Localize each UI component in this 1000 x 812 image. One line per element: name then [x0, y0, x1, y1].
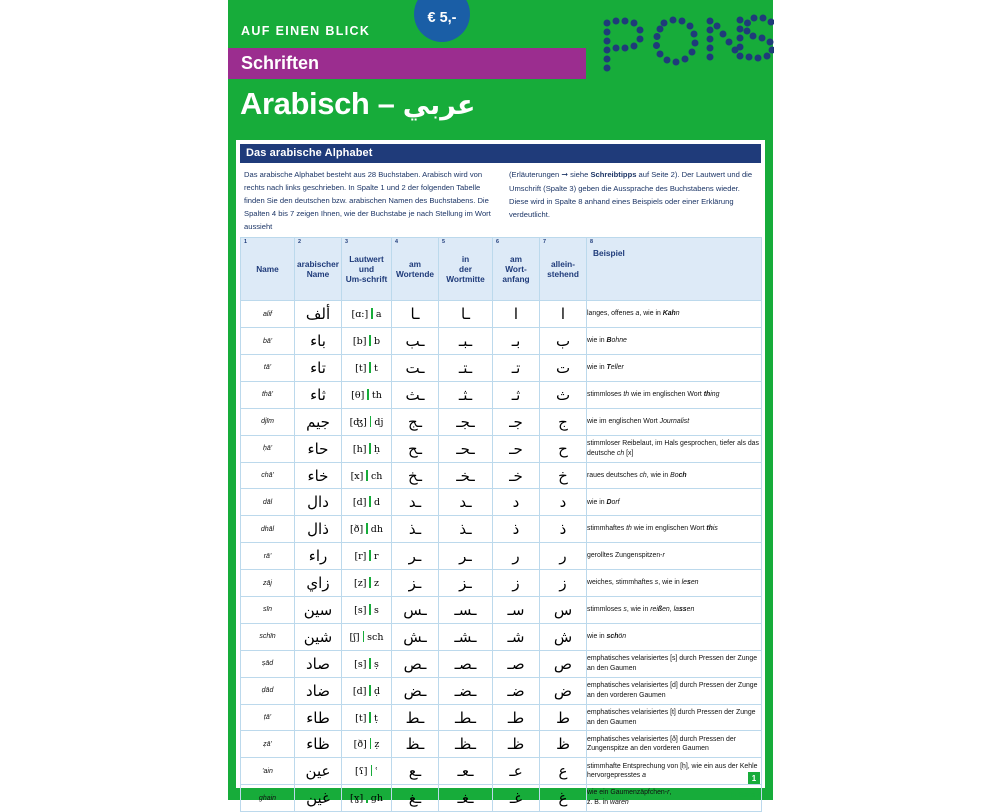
- cell-arabic-name: شين: [295, 623, 342, 650]
- cell-beispiel: stimmloses s, wie in reißen, lassen: [587, 597, 762, 624]
- cell-arabic-name: سين: [295, 597, 342, 624]
- cell-form-end: ـر: [392, 543, 439, 570]
- cell-form-begin: صـ: [493, 650, 540, 677]
- cell-form-alone: ض: [540, 677, 587, 704]
- cell-lautwert: [x] ch: [342, 462, 392, 489]
- cell-form-middle: ـجـ: [439, 408, 493, 435]
- cell-form-begin: غـ: [493, 785, 540, 812]
- cell-form-alone: غ: [540, 785, 587, 812]
- table-row: [241, 516, 762, 543]
- intro-block: [236, 163, 765, 237]
- cell-form-end: ـس: [392, 597, 439, 624]
- cell-form-begin: ثـ: [493, 381, 540, 408]
- table-body: [241, 301, 762, 812]
- cell-beispiel: wie in schön: [587, 623, 762, 650]
- table-row: [241, 355, 762, 382]
- cell-beispiel: wie im englischen Wort Journalist: [587, 408, 762, 435]
- cell-lautwert: [ɑ:] a: [342, 301, 392, 328]
- cell-lautwert: [ʤ] dj: [342, 408, 392, 435]
- cell-form-alone: ب: [540, 328, 587, 355]
- col-number: 5: [442, 239, 445, 246]
- cell-form-end: ـظ: [392, 731, 439, 758]
- cell-name: chā': [241, 462, 295, 489]
- cell-form-begin: عـ: [493, 758, 540, 785]
- cell-arabic-name: ألف: [295, 301, 342, 328]
- triangle-right-icon: ▶: [731, 792, 737, 800]
- col-header-6: [493, 238, 540, 301]
- cell-form-begin: ظـ: [493, 731, 540, 758]
- cell-lautwert: [t] t: [342, 355, 392, 382]
- col-header-1: [241, 238, 295, 301]
- cell-name: tā': [241, 355, 295, 382]
- cell-form-begin: د: [493, 489, 540, 516]
- cell-beispiel: ▶ Seite 2 wie ein Gaumenzäpfchen-r, z. B. in waren: [587, 785, 762, 812]
- col-number: 1: [244, 239, 247, 246]
- category-bar: [228, 48, 586, 79]
- table-row: [241, 677, 762, 704]
- cell-form-end: ـع: [392, 758, 439, 785]
- cell-beispiel: stimmhaftes th wie im englischen Wort this: [587, 516, 762, 543]
- cell-arabic-name: عين: [295, 758, 342, 785]
- cell-form-middle: ـغـ: [439, 785, 493, 812]
- cell-form-middle: ـا: [439, 301, 493, 328]
- cell-name: ḥā': [241, 435, 295, 462]
- cell-form-middle: ـد: [439, 489, 493, 516]
- intro-right: [509, 168, 757, 233]
- alphabet-table: [240, 237, 762, 812]
- cell-form-alone: ث: [540, 381, 587, 408]
- cell-arabic-name: ذال: [295, 516, 342, 543]
- cell-arabic-name: تاء: [295, 355, 342, 382]
- cell-form-begin: سـ: [493, 597, 540, 624]
- category-label: Schriften: [241, 53, 320, 73]
- cell-beispiel: stimmloser Reibelaut, im Hals gesprochen, tiefer als das deutsche ch [x]: [587, 435, 762, 462]
- cell-form-end: ـد: [392, 489, 439, 516]
- cell-name: rā': [241, 543, 295, 570]
- cell-name: ghain: [241, 785, 295, 812]
- cell-arabic-name: حاء: [295, 435, 342, 462]
- section-title: Das arabische Alphabet: [240, 144, 761, 163]
- cell-form-middle: ـطـ: [439, 704, 493, 731]
- cell-name: sīn: [241, 597, 295, 624]
- cell-beispiel: wie in Teller: [587, 355, 762, 382]
- table-row: [241, 785, 762, 812]
- col-header-5: [439, 238, 493, 301]
- cell-name: ḍād: [241, 677, 295, 704]
- cell-arabic-name: ظاء: [295, 731, 342, 758]
- cell-arabic-name: راء: [295, 543, 342, 570]
- table-row: [241, 328, 762, 355]
- col-number: 6: [496, 239, 499, 246]
- cell-form-end: ـب: [392, 328, 439, 355]
- cell-form-end: ـث: [392, 381, 439, 408]
- cell-name: alif: [241, 301, 295, 328]
- content-sheet: [236, 140, 765, 808]
- cell-arabic-name: دال: [295, 489, 342, 516]
- cell-form-begin: ضـ: [493, 677, 540, 704]
- cell-name: 'ain: [241, 758, 295, 785]
- cell-form-alone: ظ: [540, 731, 587, 758]
- col-label: Beispiel: [593, 248, 625, 259]
- cell-form-middle: ـعـ: [439, 758, 493, 785]
- table-row: [241, 623, 762, 650]
- cell-form-end: ـا: [392, 301, 439, 328]
- pons-logo: [599, 14, 774, 76]
- price-label: € 5,-: [427, 10, 457, 26]
- col-header-4: [392, 238, 439, 301]
- cell-arabic-name: باء: [295, 328, 342, 355]
- cell-form-alone: ذ: [540, 516, 587, 543]
- arrow-icon: ➞: [561, 170, 569, 179]
- cell-form-begin: ر: [493, 543, 540, 570]
- cell-arabic-name: طاء: [295, 704, 342, 731]
- cell-arabic-name: جيم: [295, 408, 342, 435]
- cell-lautwert: [s] ṣ: [342, 650, 392, 677]
- col-number: 3: [345, 239, 348, 246]
- cell-form-end: ـذ: [392, 516, 439, 543]
- cell-lautwert: [ʕ] ʿ: [342, 758, 392, 785]
- cell-form-middle: ـصـ: [439, 650, 493, 677]
- cell-form-begin: ا: [493, 301, 540, 328]
- intro-right-b: siehe: [568, 170, 591, 179]
- table-row: [241, 543, 762, 570]
- table-row: [241, 758, 762, 785]
- cell-form-middle: ـخـ: [439, 462, 493, 489]
- intro-right-c: auf Seite 2). Der Lautwert und die Umschrift (Spalte 3) geben die Aussprache des Buchstabens wieder. Diese wird in Spalte 8 anhand eines Beispiels oder einer Erklärung verdeutlicht.: [509, 170, 753, 219]
- cell-form-end: ـح: [392, 435, 439, 462]
- cell-lautwert: [ɣ] gh: [342, 785, 392, 812]
- col-label: am Wort-anfang: [502, 254, 530, 285]
- cell-arabic-name: ضاد: [295, 677, 342, 704]
- cell-form-middle: ـذ: [439, 516, 493, 543]
- cell-form-alone: ط: [540, 704, 587, 731]
- cell-name: ẓā': [241, 731, 295, 758]
- col-header-3: [342, 238, 392, 301]
- table-row: [241, 650, 762, 677]
- col-label: Lautwert und Um-schrift: [345, 254, 388, 285]
- table-row: [241, 570, 762, 597]
- cell-name: bā': [241, 328, 295, 355]
- cell-beispiel: langes, offenes a, wie in Kahn: [587, 301, 762, 328]
- col-label: in der Wortmitte: [446, 254, 485, 285]
- intro-right-a: (Erläuterungen: [509, 170, 562, 179]
- cell-beispiel: raues deutsches ch, wie in Boch: [587, 462, 762, 489]
- table-row: [241, 301, 762, 328]
- table-row: [241, 731, 762, 758]
- cell-form-begin: تـ: [493, 355, 540, 382]
- cell-form-alone: ر: [540, 543, 587, 570]
- cell-beispiel: weiches, stimmhaftes s, wie in lesen: [587, 570, 762, 597]
- cell-lautwert: [b] b: [342, 328, 392, 355]
- cell-name: zāj: [241, 570, 295, 597]
- cell-name: djīm: [241, 408, 295, 435]
- cell-form-middle: ـز: [439, 570, 493, 597]
- cell-arabic-name: صاد: [295, 650, 342, 677]
- cell-form-begin: حـ: [493, 435, 540, 462]
- cell-form-begin: خـ: [493, 462, 540, 489]
- col-label: Name: [256, 264, 279, 275]
- cell-form-alone: ح: [540, 435, 587, 462]
- cell-beispiel: emphatisches velarisiertes [ð] durch Pressen der Zungenspitze an den vorderen Gaumen: [587, 731, 762, 758]
- cell-arabic-name: ثاء: [295, 381, 342, 408]
- col-label: arabischer Name: [297, 259, 339, 280]
- table-row: [241, 704, 762, 731]
- table-row: [241, 597, 762, 624]
- cell-form-alone: ج: [540, 408, 587, 435]
- col-header-8: [587, 238, 762, 301]
- cell-beispiel: emphatisches velarisiertes [d] durch Pressen der Zunge an den vorderen Gaumen: [587, 677, 762, 704]
- page-number-badge: 1: [748, 772, 760, 784]
- poster-page: [228, 0, 773, 808]
- col-header-7: [540, 238, 587, 301]
- cell-form-middle: ـتـ: [439, 355, 493, 382]
- cell-form-alone: ص: [540, 650, 587, 677]
- table-head: [241, 238, 762, 301]
- cell-form-begin: شـ: [493, 623, 540, 650]
- cell-form-alone: ش: [540, 623, 587, 650]
- cell-name: thā': [241, 381, 295, 408]
- cell-form-alone: خ: [540, 462, 587, 489]
- col-number: 4: [395, 239, 398, 246]
- poster-header: [228, 0, 773, 140]
- cell-form-begin: بـ: [493, 328, 540, 355]
- cell-lautwert: [s] s: [342, 597, 392, 624]
- cell-arabic-name: زاي: [295, 570, 342, 597]
- cell-lautwert: [h] ḥ: [342, 435, 392, 462]
- cell-lautwert: [d] ḍ: [342, 677, 392, 704]
- cell-lautwert: [ð] ẓ: [342, 731, 392, 758]
- cell-form-end: ـغ: [392, 785, 439, 812]
- cell-beispiel: gerolltes Zungenspitzen-r: [587, 543, 762, 570]
- cell-lautwert: [d] d: [342, 489, 392, 516]
- cell-form-middle: ـضـ: [439, 677, 493, 704]
- schreibtipps-ref: Schreibtipps: [590, 170, 637, 179]
- cell-beispiel: stimmloses th wie im englischen Wort thing: [587, 381, 762, 408]
- cell-form-middle: ـظـ: [439, 731, 493, 758]
- cell-beispiel: stimmhafte Entsprechung von [ḥ], wie ein aus der Kehle hervorgepresstes a: [587, 758, 762, 785]
- table-row: [241, 462, 762, 489]
- page-title: [240, 86, 475, 122]
- cell-form-begin: جـ: [493, 408, 540, 435]
- cell-form-middle: ـثـ: [439, 381, 493, 408]
- cell-form-end: ـت: [392, 355, 439, 382]
- cell-form-alone: ز: [540, 570, 587, 597]
- cell-form-alone: د: [540, 489, 587, 516]
- cell-lautwert: [z] z: [342, 570, 392, 597]
- cell-form-alone: ع: [540, 758, 587, 785]
- cell-form-begin: ز: [493, 570, 540, 597]
- table-row: [241, 489, 762, 516]
- col-label: allein-stehend: [547, 259, 579, 280]
- title-arabic: عربي: [402, 90, 476, 120]
- table-header-row: [241, 238, 762, 301]
- col-header-2: [295, 238, 342, 301]
- cell-beispiel: emphatisches velarisiertes [s] durch Pressen der Zunge an den Gaumen: [587, 650, 762, 677]
- col-number: 7: [543, 239, 546, 246]
- cell-form-end: ـز: [392, 570, 439, 597]
- cell-form-end: ـص: [392, 650, 439, 677]
- cell-form-alone: ا: [540, 301, 587, 328]
- cell-form-alone: س: [540, 597, 587, 624]
- cell-form-end: ـش: [392, 623, 439, 650]
- title-latin: Arabisch –: [240, 86, 403, 121]
- cell-name: ṣād: [241, 650, 295, 677]
- cell-form-end: ـج: [392, 408, 439, 435]
- col-number: 8: [590, 239, 593, 246]
- cell-form-middle: ـر: [439, 543, 493, 570]
- cell-form-middle: ـحـ: [439, 435, 493, 462]
- intro-left: Das arabische Alphabet besteht aus 28 Buchstaben. Arabisch wird von rechts nach links geschrieben. In Spalte 1 und 2 der folgenden Tabelle finden Sie den deutschen bzw. arabischen Namen des Buchstabens. Die Spalten 4 bis 7 zeigen Ihnen, wie der Buchstabe je nach Stellung im Wort aussieht: [244, 170, 491, 232]
- cell-name: schīn: [241, 623, 295, 650]
- cell-arabic-name: غين: [295, 785, 342, 812]
- table-row: [241, 381, 762, 408]
- cell-form-begin: ذ: [493, 516, 540, 543]
- cell-name: dhāl: [241, 516, 295, 543]
- cell-name: dāl: [241, 489, 295, 516]
- table-row: [241, 408, 762, 435]
- col-number: 2: [298, 239, 301, 246]
- cell-form-middle: ـشـ: [439, 623, 493, 650]
- cell-lautwert: [t] ṭ: [342, 704, 392, 731]
- cell-beispiel: wie in Dorf: [587, 489, 762, 516]
- cell-lautwert: [θ] th: [342, 381, 392, 408]
- seite-2-link[interactable]: ▶ Seite 2: [731, 792, 761, 800]
- kicker-text: AUF EINEN BLICK: [241, 24, 371, 38]
- cell-name: ṭā': [241, 704, 295, 731]
- cell-form-end: ـط: [392, 704, 439, 731]
- cell-form-middle: ـسـ: [439, 597, 493, 624]
- cell-form-middle: ـبـ: [439, 328, 493, 355]
- price-badge: [414, 0, 470, 42]
- cell-beispiel: emphatisches velarisiertes [t] durch Pressen der Zunge an den Gaumen: [587, 704, 762, 731]
- cell-form-end: ـض: [392, 677, 439, 704]
- cell-form-begin: طـ: [493, 704, 540, 731]
- cell-lautwert: [ð] dh: [342, 516, 392, 543]
- cell-form-end: ـخ: [392, 462, 439, 489]
- col-label: am Wortende: [395, 259, 435, 280]
- cell-form-alone: ت: [540, 355, 587, 382]
- cell-beispiel: wie in Bohne: [587, 328, 762, 355]
- cell-lautwert: [ʃ] sch: [342, 623, 392, 650]
- table-row: [241, 435, 762, 462]
- cell-lautwert: [r] r: [342, 543, 392, 570]
- cell-arabic-name: خاء: [295, 462, 342, 489]
